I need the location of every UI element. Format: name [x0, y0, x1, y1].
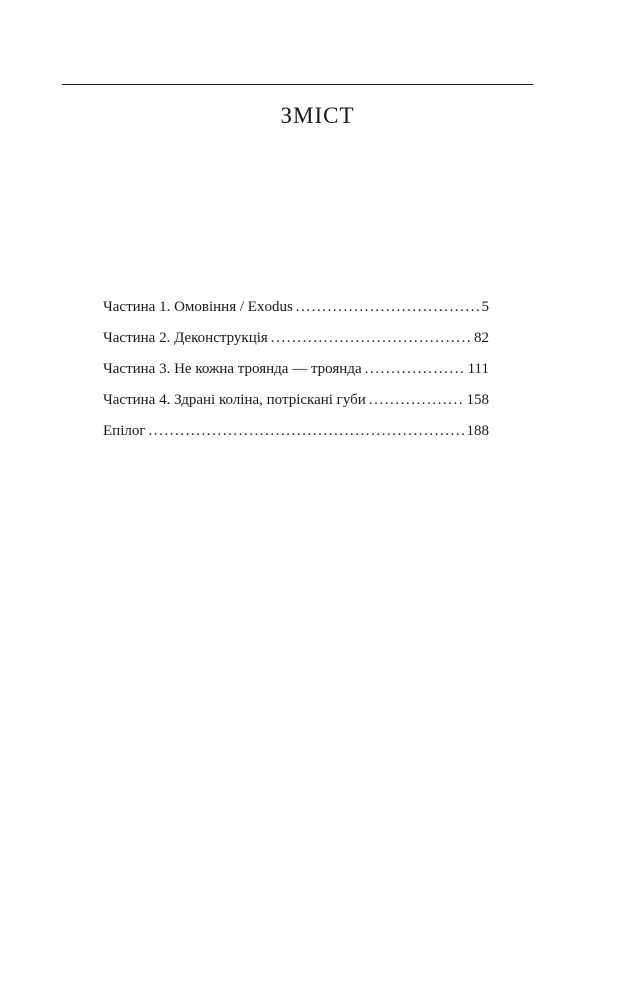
toc-entry-title: Частина 3. Не кожна троянда — троянда	[103, 361, 362, 377]
toc-entry-page-number: 158	[466, 392, 489, 408]
top-rule-divider	[62, 84, 533, 85]
toc-entry-page-number: 82	[474, 330, 489, 346]
toc-entry-page-number: 188	[466, 423, 489, 439]
dot-leader	[365, 354, 466, 385]
dot-leader	[271, 323, 472, 354]
toc-entry-part-2[interactable]	[103, 323, 489, 354]
toc-entry-part-1[interactable]	[103, 292, 489, 323]
toc-entry-title: Частина 4. Здрані коліна, потріскані губи	[103, 392, 366, 408]
toc-entry-part-4[interactable]	[103, 385, 489, 416]
toc-entry-part-3[interactable]	[103, 354, 489, 385]
page-title: ЗМІСТ	[280, 103, 355, 128]
toc-entry-page-number: 5	[481, 299, 489, 315]
dot-leader	[296, 292, 480, 323]
toc-entry-title: Частина 1. Омовіння / Exodus	[103, 299, 293, 315]
dot-leader	[149, 416, 465, 447]
toc-entry-title: Епілог	[103, 423, 146, 439]
table-of-contents	[103, 292, 489, 447]
toc-entry-epilogue[interactable]	[103, 416, 489, 447]
dot-leader	[369, 385, 465, 416]
toc-entry-page-number: 111	[467, 361, 489, 377]
toc-entry-title: Частина 2. Деконструкція	[103, 330, 268, 346]
